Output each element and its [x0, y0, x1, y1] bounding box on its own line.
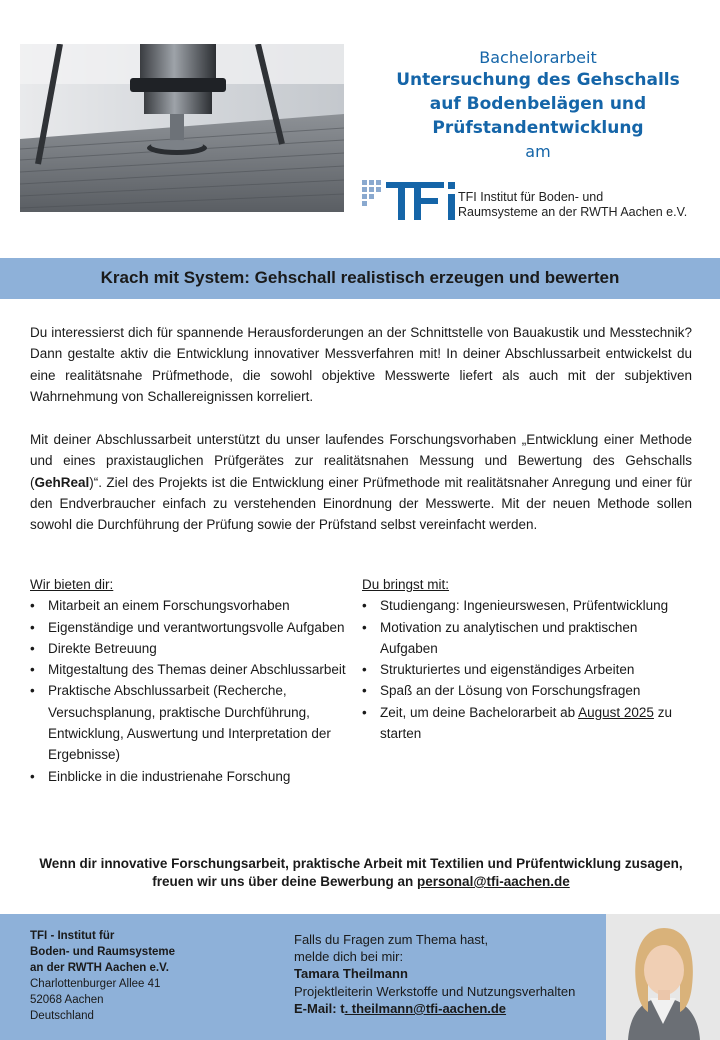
cta-text: Wenn dir innovative Forschungsarbeit, praktische Arbeit mit Textilien und Prüfentwicklung zusagen, freuen wir uns über deine Bewerbung an	[39, 856, 683, 889]
email-label: E-Mail: t	[294, 1000, 345, 1016]
thesis-type: Bachelorarbeit	[479, 48, 597, 67]
list-item: • Einblicke in die industrienahe Forschung	[30, 766, 350, 787]
list-item-text: Zeit, um deine Bachelorarbeit ab	[380, 704, 579, 720]
footer-address	[30, 928, 270, 1024]
contact-email-link[interactable]: . theilmann@tfi-aachen.de	[344, 1000, 507, 1016]
headline-text: Krach mit System: Gehschall realistisch erzeugen und bewerten	[100, 268, 620, 287]
title-line: Untersuchung des Gehschalls	[396, 70, 680, 90]
paragraph-text: )“. Ziel des Projekts ist die Entwicklung einer Prüfmethode mit realitätsnaher Anregung und einer für den Endverbraucher einfach zu verstehenden Einordnung der Messwerte. Mit der neuen Methode sollen sowohl die Durchführung der Prüfung sowie der Prüfstand selbst vereinfacht werden.	[30, 474, 692, 533]
org-name-line: TFI - Institut für	[30, 930, 115, 942]
call-to-action	[30, 855, 692, 891]
list-item	[362, 702, 682, 745]
list-item: • Praktische Abschlussarbeit (Recherche, Versuchsplanung, praktische Durchführung, Entwicklung, Auswertung und Interpretation der Ergebnisse)	[30, 680, 350, 765]
footer-contact	[294, 931, 594, 1017]
title-line: Prüfstandentwicklung	[432, 118, 644, 138]
list-item: • Strukturiertes und eigenständiges Arbeiten	[362, 659, 682, 680]
paragraph-text: Mit deiner Abschlussarbeit unterstützt du unser laufendes Forschungsvorhaben „Entwicklung einer Methode und eines praxistauglichen Prüfgerätes zur realitätsnahen Messung und Bewertung des Gehschalls (	[30, 432, 692, 490]
intro-paragraph-1: Du interessierst dich für spannende Herausforderungen an der Schnittstelle von Bauakustik und Messtechnik? Dann gestalte aktiv die Entwicklung innovativer Messverfahren mit! In deiner Abschlussarbeit entwickelst du eine realitätsnahe Prüfmethode, die sowohl objektive Messwerte liefert als auch mit der subjektiven Wahrnehmung von Schallereignissen korreliert.	[30, 325, 692, 404]
requirements-column	[362, 574, 682, 744]
country: Deutschland	[30, 1010, 94, 1022]
requirements-heading: Du bringst mit:	[362, 577, 450, 592]
start-date: August 2025	[578, 704, 654, 720]
list-item: • Eigenständige und verantwortungsvolle Aufgaben	[30, 617, 350, 638]
list-item: • Spaß an der Lösung von Forschungsfragen	[362, 680, 682, 701]
header-block	[360, 48, 716, 163]
list-item: • Studiengang: Ingenieurswesen, Prüfentwicklung	[362, 595, 682, 616]
contact-photo	[606, 914, 720, 1040]
institute-name: TFI Institut für Boden- und Raumsysteme an der RWTH Aachen e.V.	[458, 190, 688, 219]
contact-email-row	[294, 1000, 594, 1017]
contact-role: Projektleiterin Werkstoffe und Nutzungsverhalten	[294, 983, 576, 999]
list-item: • Mitarbeit an einem Forschungsvorhaben	[30, 595, 350, 616]
offer-heading: Wir bieten dir:	[30, 577, 114, 592]
org-name-line: an der RWTH Aachen e.V.	[30, 962, 169, 974]
org-name-line: Boden- und Raumsysteme	[30, 946, 176, 958]
list-item: • Motivation zu analytischen und praktischen Aufgaben	[362, 617, 682, 660]
title-am: am	[525, 142, 551, 161]
hero-image	[20, 44, 344, 212]
title-line: auf Bodenbelägen und	[429, 94, 647, 114]
thesis-title	[360, 68, 716, 140]
contact-intro: Falls du Fragen zum Thema hast, melde dich bei mir:	[294, 932, 489, 965]
street: Charlottenburger Allee 41	[30, 978, 161, 990]
contact-name: Tamara Theilmann	[294, 966, 408, 982]
city: 52068 Aachen	[30, 994, 104, 1006]
list-item-text: zu starten	[380, 704, 672, 742]
tfi-logo-icon	[360, 178, 460, 224]
offer-list	[30, 595, 350, 787]
intro-paragraph-2	[30, 429, 692, 535]
project-acronym: GehReal	[34, 474, 90, 490]
requirements-list	[362, 595, 682, 744]
offer-column	[30, 574, 350, 787]
application-email-link[interactable]: personal@tfi-aachen.de	[417, 874, 570, 889]
list-item: • Mitgestaltung des Themas deiner Abschlussarbeit	[30, 659, 350, 680]
list-item: • Direkte Betreuung	[30, 638, 350, 659]
